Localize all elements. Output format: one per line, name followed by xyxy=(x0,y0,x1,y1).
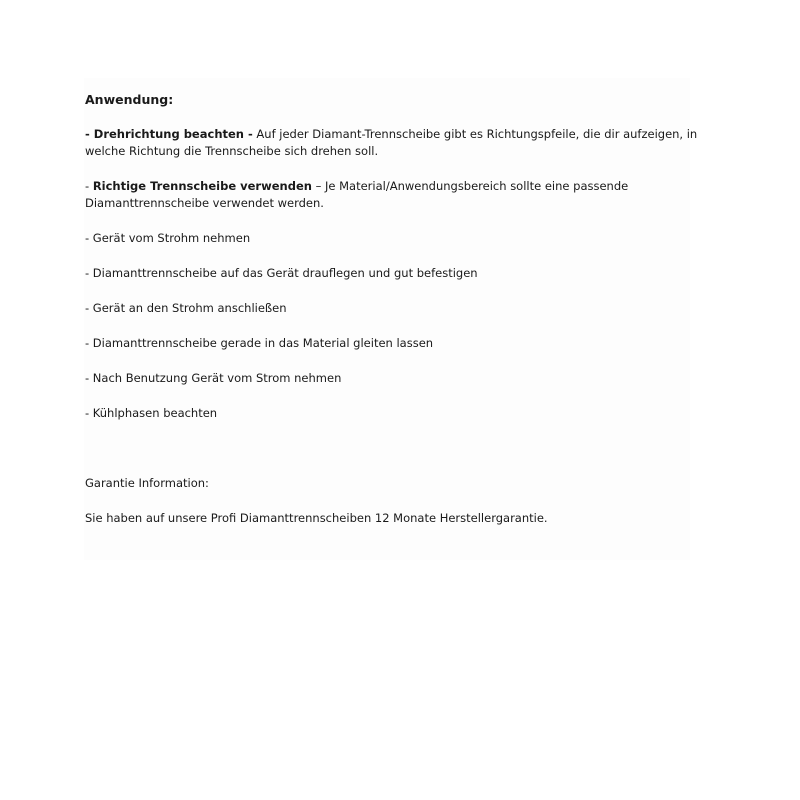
paragraph-rotation-direction xyxy=(85,126,705,160)
paragraph-correct-disc-title: Richtige Trennscheibe verwenden xyxy=(92,179,312,193)
step-item: - Diamanttrennscheibe auf das Gerät drauflegen und gut befestigen xyxy=(85,266,478,280)
step-item: - Gerät an den Strohm anschließen xyxy=(85,301,287,315)
guarantee-text: Sie haben auf unsere Profi Diamanttrennscheiben 12 Monate Herstellergarantie. xyxy=(85,511,548,525)
step-item: - Nach Benutzung Gerät vom Strom nehmen xyxy=(85,371,342,385)
step-item: - Gerät vom Strohm nehmen xyxy=(85,231,251,245)
paragraph-correct-disc-prefix: - xyxy=(85,179,93,193)
paragraph-correct-disc xyxy=(85,178,705,212)
paragraph-correct-disc-text: – Je Material/Anwendungsbereich sollte eine passende Diamanttrennscheibe verwendet werden. xyxy=(85,179,629,210)
section-heading: Anwendung: xyxy=(85,92,174,107)
step-item: - Kühlphasen beachten xyxy=(85,406,218,420)
paragraph-rotation-direction-text: Auf jeder Diamant-Trennscheibe gibt es Richtungspfeile, die dir aufzeigen, in welche Richtung die Trennscheibe sich drehen soll. xyxy=(85,127,698,158)
guarantee-title: Garantie Information: xyxy=(85,476,209,490)
step-item: - Diamanttrennscheibe gerade in das Material gleiten lassen xyxy=(85,336,434,350)
paragraph-rotation-direction-title: - Drehrichtung beachten - xyxy=(85,127,253,141)
